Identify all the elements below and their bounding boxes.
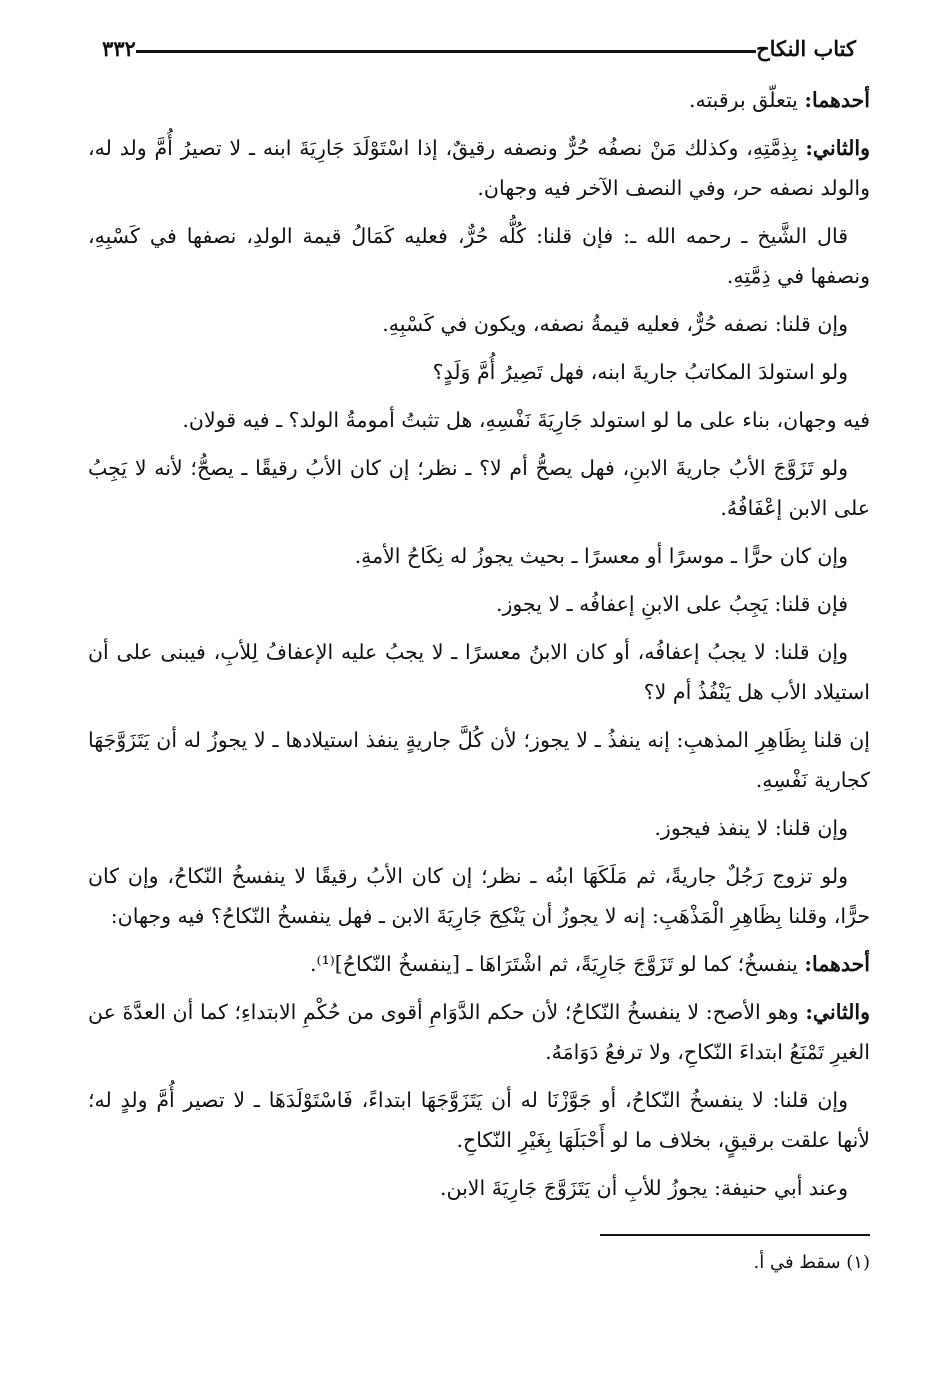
- paragraph-lead: أحدهما:: [804, 88, 870, 112]
- paragraph: [88, 448, 870, 528]
- footnote-rule: [600, 1234, 870, 1236]
- paragraph: [88, 80, 870, 120]
- paragraph-text: وعند أبي حنيفة: يجوزُ للأبِ أن يَتَزَوَّجَ جَارِيَةَ الابن.: [439, 1176, 848, 1200]
- paragraph-text: وإن قلنا: نصفه حُرٌّ، فعليه قيمةُ نصفه، ويكون في كَسْبِهِ.: [382, 312, 848, 336]
- paragraph: [88, 720, 870, 800]
- paragraph-text: ولو استولدَ المكاتبُ جاريةَ ابنه، فهل تَصِيرُ أُمَّ وَلَدٍ؟: [432, 360, 848, 384]
- paragraph-text: يتعلّق برقبته.: [688, 88, 805, 112]
- paragraph-lead: أحدهما:: [804, 952, 870, 976]
- paragraph: [88, 944, 870, 984]
- running-head: [88, 30, 870, 66]
- page-number: ٣٣٢: [102, 35, 136, 61]
- paragraph: [88, 992, 870, 1072]
- paragraph: [88, 632, 870, 712]
- paragraph-text: إن قلنا بِظَاهِرِ المذهبِ: إنه ينفذُ ـ لا يجوز؛ لأن كُلَّ جاريةٍ ينفذ استيلادها ـ لا يجوزُ له أن يَتَزَوَّجَهَا كجارية نَفْسِهِ.: [88, 728, 870, 792]
- paragraph-text: وإن قلنا: لا ينفذ فيجوز.: [654, 816, 848, 840]
- footnote-separator: [88, 1216, 870, 1236]
- paragraph: [88, 856, 870, 936]
- paragraph-text: ولو تَزَوَّجَ الأبُ جاريةَ الابنِ، فهل يصحُّ أم لا؟ ـ نظر؛ إن كان الأبُ رقيقًا ـ يصحُّ؛ لأنه لا يَجِبُ على الابن إعْفَافُهُ.: [88, 456, 870, 520]
- paragraph: [88, 1080, 870, 1160]
- paragraph-text: ينفسخُ؛ كما لو تَزَوَّجَ جَارِيَةً، ثم اشْتَرَاهَا ـ [ينفسخُ النّكاحُ]⁽¹⁾.: [309, 952, 805, 976]
- paragraph: [88, 808, 870, 848]
- paragraph-text: فإن قلنا: يَجِبُ على الابنِ إعفافُه ـ لا يجوز.: [495, 592, 848, 616]
- paragraph-lead: والثاني:: [805, 1000, 870, 1024]
- paragraph: [88, 1168, 870, 1208]
- paragraph-text: وهو الأصح: لا ينفسخُ النّكاحُ؛ لأن حكم الدَّوَامِ أقوى من حُكْمِ الابتداءِ؛ كما أن العدَّةَ عن الغيرِ تَمْنَعُ ابتداءَ النّكاحِ، ولا ترفعُ دَوَامَهُ.: [88, 1000, 870, 1064]
- paragraph: [88, 400, 870, 440]
- main-text: [88, 80, 870, 1208]
- book-page: [88, 30, 870, 1280]
- paragraph-text: قال الشَّيخ ـ رحمه الله ـ: فإن قلنا: كُلُّه حُرٌّ، فعليه كَمَالُ قيمة الولدِ، نصفها في كَسْبِهِ، ونصفها في ذِمَّتِهِ.: [88, 224, 870, 288]
- paragraph: [88, 128, 870, 208]
- paragraph: [88, 584, 870, 624]
- paragraph-text: وإن كان حرًّا ـ موسرًا أو معسرًا ـ بحيث يجوزُ له نِكَاحُ الأمةِ.: [354, 544, 848, 568]
- paragraph-text: وإن قلنا: لا ينفسخُ النّكاحُ، أو جَوَّزْنَا له أن يَتَزَوَّجَهَا ابتداءً، فَاسْتَوْلَدَهَا ـ لا تصير أُمَّ ولدٍ له؛ لأنها علقت برقيقٍ، بخلاف ما لو أَحْبَلَهَا بِغَيْرِ النّكاحِ.: [88, 1088, 870, 1152]
- paragraph-text: وإن قلنا: لا يجبُ إعفافُه، أو كان الابنُ معسرًا ـ لا يجبُ عليه الإعفافُ لِلأبِ، فيبنى على أن استيلاد الأب هل يَنْفُذُ أم لا؟: [88, 640, 870, 704]
- paragraph-text: فيه وجهان، بناء على ما لو استولد جَارِيَةَ نَفْسِهِ، هل تثبتُ أمومةُ الولد؟ ـ فيه قولان.: [182, 408, 870, 432]
- paragraph: [88, 536, 870, 576]
- paragraph: [88, 352, 870, 392]
- footnote: (١) سقط في أ.: [753, 1252, 870, 1273]
- paragraph-lead: والثاني:: [805, 136, 870, 160]
- paragraph-text: بِذِمَّتِهِ، وكذلك مَنْ نصفُه حُرٌّ ونصفه رقيقٌ، إذا اسْتَوْلَدَ جَارِيَةَ ابنه ـ لا تصيرُ أُمَّ ولد له، والولد نصفه حر، وفي النصف الآخر فيه وجهان.: [88, 136, 870, 200]
- paragraph: [88, 216, 870, 296]
- paragraph-text: ولو تزوج رَجُلٌ جاريةً، ثم مَلَكَهَا ابنُه ـ نظر؛ إن كان الأبُ رقيقًا لا ينفسخُ النّكاحُ، وإن كان حرًّا، وقلنا بِظَاهِرِ الْمَذْهَبِ: إنه لا يجوزُ أن يَنْكِحَ جَارِيَةَ الابن ـ فهل ينفسخُ النّكاحُ؟ فيه وجهان:: [88, 864, 870, 928]
- header-rule: [136, 50, 756, 53]
- paragraph: [88, 304, 870, 344]
- book-title: كتاب النكاح: [756, 35, 856, 61]
